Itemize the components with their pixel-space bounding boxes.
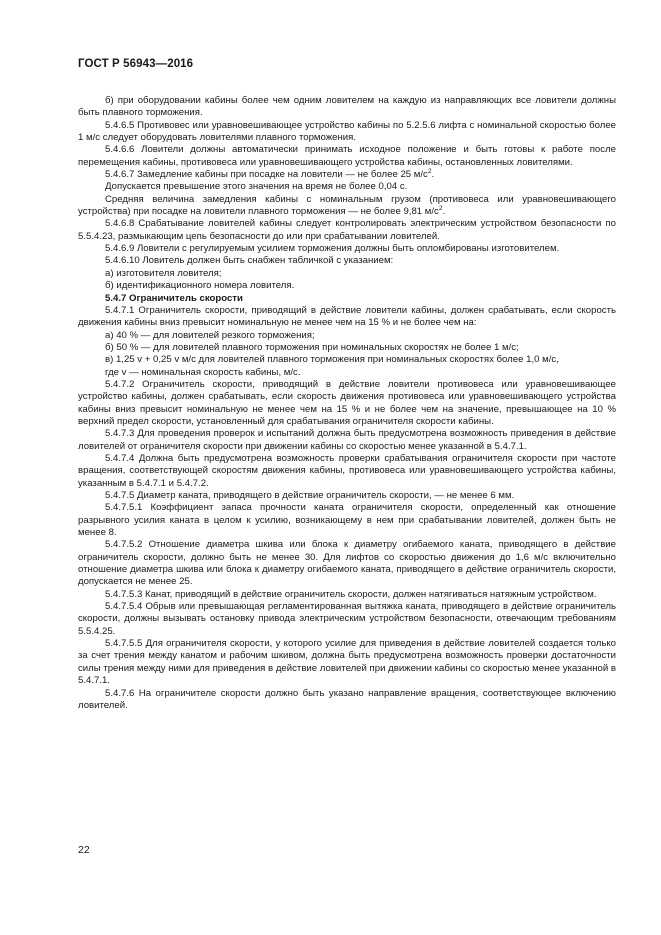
paragraph: 5.4.6.9 Ловители с регулируемым усилием торможения должны быть опломбированы изготовителем. <box>105 243 560 255</box>
period: . <box>442 206 446 218</box>
paragraph: 5.4.6.6 Ловители должны автоматически принимать исходное положение и быть готовы к работе после перемещения кабины, противовеса или уравновешивающего устройства кабины, остановленных ловителями. <box>78 144 616 168</box>
list-item: б) 50 % — для ловителей плавного торможения при номинальных скоростях не более 1 м/с; <box>105 341 519 353</box>
paragraph: 5.4.7.1 Ограничитель скорости, приводящий в действие ловители кабины, должен срабатывать, если скорость движения кабины вниз превысит номинальную не менее чем на 15 % и не более чем на: <box>78 304 616 329</box>
paragraph: б) при оборудовании кабины более чем одним ловителем на каждую из направляющих все ловители должны быть плавного торможения. <box>78 95 616 119</box>
list-item: в) 1,25 v + 0,25 v м/с для ловителей плавного торможения при номинальных скоростях более 1,0 м/с, <box>105 354 559 366</box>
paragraph: где v — номинальная скорость кабины, м/с. <box>105 366 301 378</box>
page-number: 22 <box>78 844 90 856</box>
list-item: а) изготовителя ловителя; <box>105 267 222 279</box>
paragraph-with-superscript <box>78 169 616 181</box>
paragraph-text: Средняя величина замедления кабины с номинальным грузом (противовеса или уравновешивающего устройства) при посадке на ловители плавного торможения — не более 9,81 м/с <box>78 193 616 218</box>
section-heading: 5.4.7 Ограничитель скорости <box>105 292 243 304</box>
list-item: а) 40 % — для ловителей резкого торможения; <box>105 329 315 341</box>
paragraph: 5.4.7.5.3 Канат, приводящий в действие ограничитель скорости, должен натягиваться натяжным устройством. <box>105 588 597 600</box>
paragraph: 5.4.7.5.5 Для ограничителя скорости, у которого усилие для приведения в действие ловителей создается только за счет трения между канатом и рабочим шкивом, должна быть предусмотрена возможность проверки достаточности силы трения между ними для приведения в действие ловителей при движении кабины со скоростью менее указанной в 5.4.7.1. <box>78 638 616 687</box>
paragraph-text: 5.4.6.7 Замедление кабины при посадке на ловители — не более 25 м/с <box>105 169 428 181</box>
paragraph: 5.4.7.5.4 Обрыв или превышающая регламентированная вытяжка каната, приводящего в действие ограничитель скорости, должны вызывать остановку привода электрическим устройством безопасности, отвечающим требованиям 5.5.4.25. <box>78 601 616 637</box>
paragraph: 5.4.7.5.1 Коэффициент запаса прочности каната ограничителя скорости, определенный как отношение разрывного усилия каната в целом к усилию, возникающему в нем при срабатывании ловителей, должен быть не менее 8. <box>78 502 616 539</box>
paragraph: 5.4.7.5.2 Отношение диаметра шкива или блока к диаметру огибаемого каната, приводящего в действие ограничитель скорости, должно быть не менее 30. Для лифтов со скоростью движения до 1,6 м/с включительно отношение диаметра шкива или блока к диаметру огибаемого каната, приводящего в действие ограничитель скорости, допускается не менее 25. <box>78 539 616 588</box>
paragraph-with-superscript <box>78 194 616 219</box>
paragraph: 5.4.6.5 Противовес или уравновешивающее устройство кабины по 5.2.5.6 лифта с номинальной скоростью более 1 м/с следует оборудовать ловителями плавного торможения. <box>78 119 616 144</box>
paragraph: 5.4.7.6 На ограничителе скорости должно быть указано направление вращения, соответствующее включению ловителей. <box>78 687 616 711</box>
period: . <box>431 169 435 181</box>
list-item: б) идентификационного номера ловителя. <box>105 280 295 292</box>
paragraph: 5.4.7.3 Для проведения проверок и испытаний должна быть предусмотрена возможность приведения в действие ловителей от ограничителя скорости при движении кабины со скоростью менее указанной в 5.4.7.1. <box>78 428 616 452</box>
paragraph: 5.4.7.5 Диаметр каната, приводящего в действие ограничитель скорости, — не менее 6 мм. <box>105 490 515 501</box>
paragraph: Допускается превышение этого значения на время не более 0,04 с. <box>105 181 408 193</box>
paragraph: 5.4.6.8 Срабатывание ловителей кабины следует контролировать электрическим устройством безопасности по 5.5.4.23, размыкающим цепь безопасности до или при срабатывании ловителей. <box>78 218 616 242</box>
superscript: 2 <box>438 205 443 213</box>
document-header: ГОСТ Р 56943—2016 <box>78 58 194 70</box>
paragraph: 5.4.7.2 Ограничитель скорости, приводящий в действие ловители противовеса или уравновешивающее устройство кабины, должен срабатывать, если скорость движения противовеса или уравновешивающего устройства кабины вниз превысит номинальную не менее чем на 15 % и не более чем на значение, превышающее на 10 % верхний предел скорости, установленный для срабатывания ограничителя скорости кабины. <box>78 378 616 427</box>
document-body <box>78 95 616 712</box>
superscript: 2 <box>427 168 432 176</box>
paragraph: 5.4.6.10 Ловитель должен быть снабжен табличкой с указанием: <box>105 255 394 267</box>
paragraph: 5.4.7.4 Должна быть предусмотрена возможность проверки срабатывания ограничителя скорости при частоте вращения, соответствующей скоростям движения кабины, противовеса или уравновешивающего устройства кабины, указанным в 5.4.7.1 и 5.4.7.2. <box>78 452 616 489</box>
